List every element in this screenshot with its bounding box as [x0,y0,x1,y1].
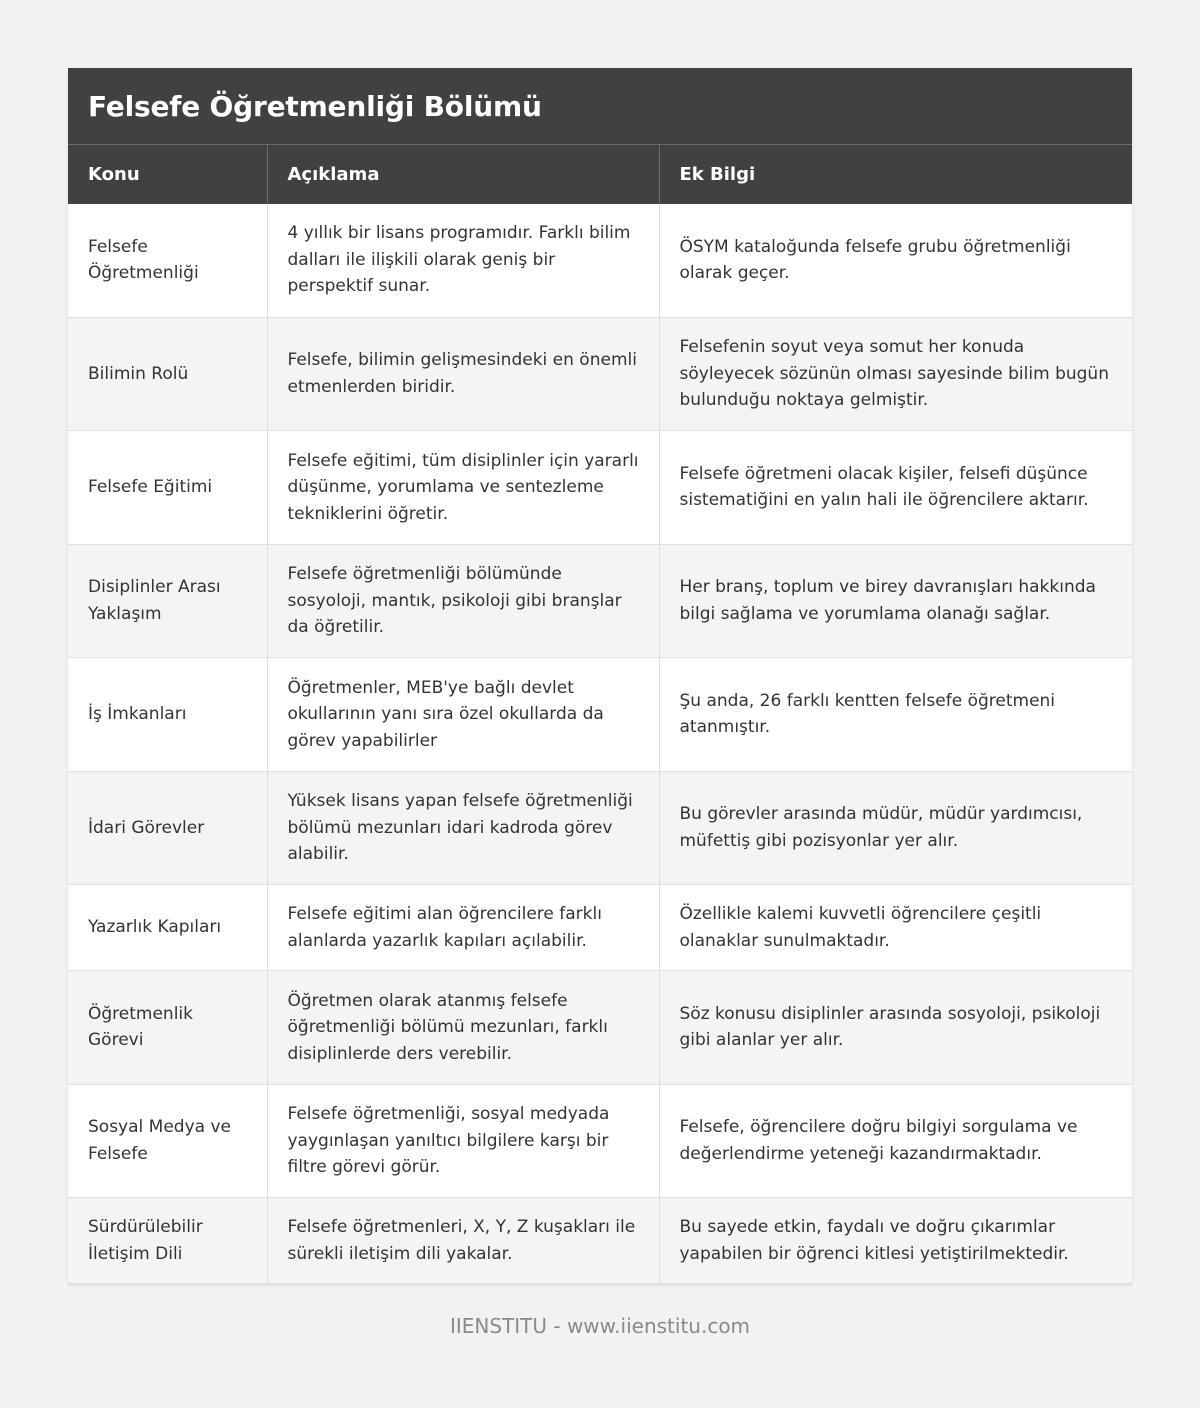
extra-info-cell: Özellikle kalemi kuvvetli öğrencilere çeşitli olanaklar sunulmaktadır. [659,885,1132,971]
table-row [68,1198,1132,1284]
extra-info-cell: Söz konusu disiplinler arasında sosyoloji, psikoloji gibi alanlar yer alır. [659,971,1132,1085]
header-row [68,145,1132,204]
extra-info-cell: Felsefe, öğrencilere doğru bilgiyi sorgulama ve değerlendirme yeteneği kazandırmaktadır. [659,1084,1132,1198]
table-row [68,431,1132,545]
extra-info-cell: Bu sayede etkin, faydalı ve doğru çıkarımlar yapabilen bir öğrenci kitlesi yetiştirilmektedir. [659,1198,1132,1284]
description-cell: Felsefe öğretmenliği, sosyal medyada yaygınlaşan yanıltıcı bilgilere karşı bir filtre görevi görür. [267,1084,659,1198]
description-cell: Felsefe, bilimin gelişmesindeki en önemli etmenlerden biridir. [267,317,659,431]
info-table [68,144,1132,1284]
column-header-konu: Konu [68,145,267,204]
topic-cell: Öğretmenlik Görevi [68,971,267,1085]
info-card [68,68,1132,1284]
table-row [68,971,1132,1085]
description-cell: Öğretmenler, MEB'ye bağlı devlet okullarının yanı sıra özel okullarda da görev yapabilirler [267,658,659,772]
extra-info-cell: Her branş, toplum ve birey davranışları hakkında bilgi sağlama ve yorumlama olanağı sağlar. [659,544,1132,658]
column-header-ek-bilgi: Ek Bilgi [659,145,1132,204]
extra-info-cell: Felsefe öğretmeni olacak kişiler, felsefi düşünce sistematiğini en yalın hali ile öğrencilere aktarır. [659,431,1132,545]
extra-info-cell: ÖSYM kataloğunda felsefe grubu öğretmenliği olarak geçer. [659,204,1132,318]
topic-cell: Bilimin Rolü [68,317,267,431]
topic-cell: Felsefe Öğretmenliği [68,204,267,318]
description-cell: 4 yıllık bir lisans programıdır. Farklı bilim dalları ile ilişkili olarak geniş bir perspektif sunar. [267,204,659,318]
table-row [68,771,1132,885]
description-cell: Yüksek lisans yapan felsefe öğretmenliği bölümü mezunları idari kadroda görev alabilir. [267,771,659,885]
description-cell: Felsefe öğretmenliği bölümünde sosyoloji, mantık, psikoloji gibi branşlar da öğretilir. [267,544,659,658]
topic-cell: İdari Görevler [68,771,267,885]
table-row [68,204,1132,318]
description-cell: Felsefe eğitimi alan öğrencilere farklı alanlarda yazarlık kapıları açılabilir. [267,885,659,971]
extra-info-cell: Şu anda, 26 farklı kentten felsefe öğretmeni atanmıştır. [659,658,1132,772]
table-title: Felsefe Öğretmenliği Bölümü [68,68,1132,144]
extra-info-cell: Bu görevler arasında müdür, müdür yardımcısı, müfettiş gibi pozisyonlar yer alır. [659,771,1132,885]
topic-cell: Sosyal Medya ve Felsefe [68,1084,267,1198]
footer-credit: IIENSTITU - www.iienstitu.com [449,1314,751,1338]
description-cell: Öğretmen olarak atanmış felsefe öğretmenliği bölümü mezunları, farklı disiplinlerde ders verebilir. [267,971,659,1085]
table-row [68,317,1132,431]
table-row [68,544,1132,658]
table-row [68,885,1132,971]
topic-cell: Disiplinler Arası Yaklaşım [68,544,267,658]
table-row [68,658,1132,772]
topic-cell: Sürdürülebilir İletişim Dili [68,1198,267,1284]
description-cell: Felsefe eğitimi, tüm disiplinler için yararlı düşünme, yorumlama ve sentezleme tekniklerini öğretir. [267,431,659,545]
column-header-aciklama: Açıklama [267,145,659,204]
topic-cell: Felsefe Eğitimi [68,431,267,545]
table-row [68,1084,1132,1198]
description-cell: Felsefe öğretmenleri, X, Y, Z kuşakları ile sürekli iletişim dili yakalar. [267,1198,659,1284]
extra-info-cell: Felsefenin soyut veya somut her konuda söyleyecek sözünün olması sayesinde bilim bugün bulunduğu noktaya gelmiştir. [659,317,1132,431]
topic-cell: Yazarlık Kapıları [68,885,267,971]
topic-cell: İş İmkanları [68,658,267,772]
